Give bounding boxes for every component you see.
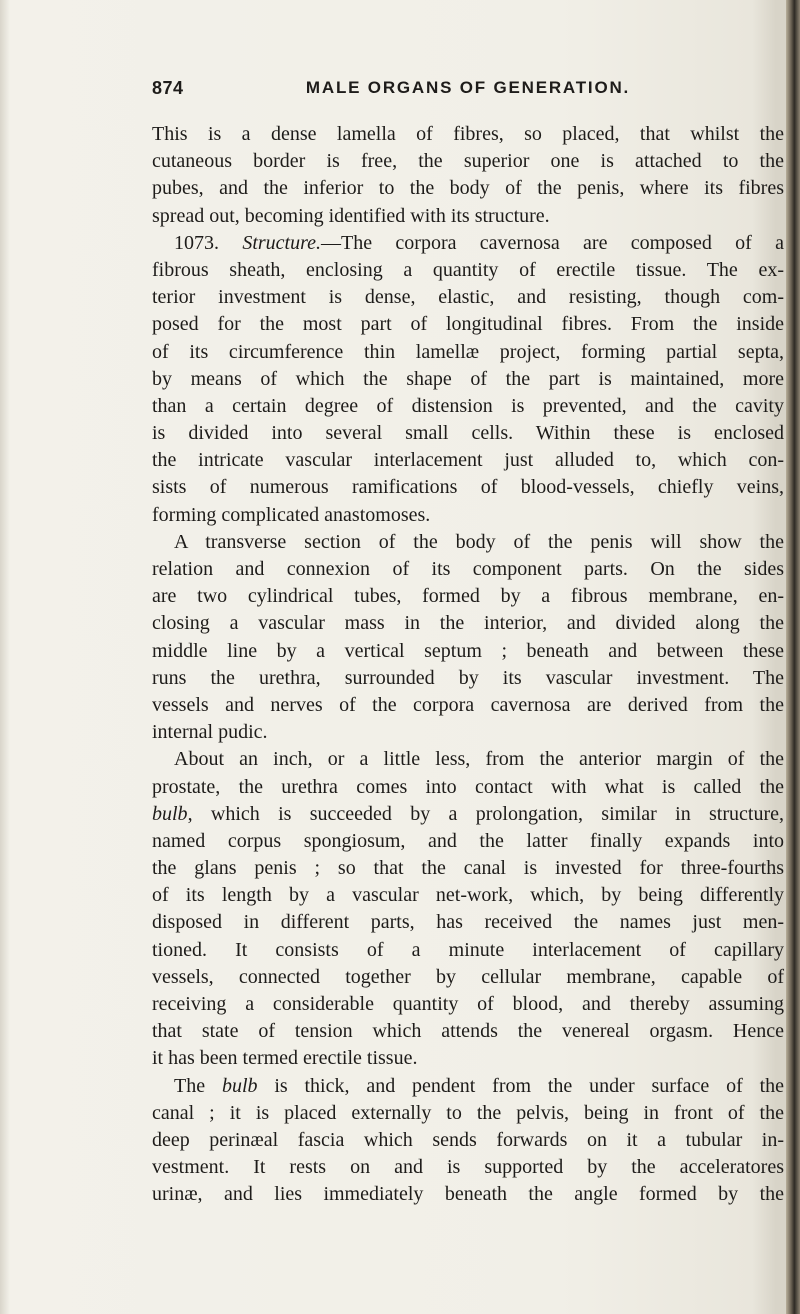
text-line: prostate, the urethra comes into contact with what is called the	[152, 775, 784, 798]
running-head: MALE ORGANS OF GENERATION.	[305, 78, 631, 97]
text-line: About an inch, or a little less, from the anterior margin of the	[174, 748, 784, 771]
text-line: are two cylindrical tubes, formed by a fibrous membrane, en-	[152, 585, 784, 608]
text-line: vessels and nerves of the corpora cavernosa are derived from the	[152, 693, 784, 716]
text-line: of its length by a vascular net-work, which, by being differently	[152, 884, 784, 907]
text-line: fibrous sheath, enclosing a quantity of erectile tissue. The ex-	[152, 258, 784, 281]
text-line: internal pudic.	[152, 721, 268, 744]
page-number: 874	[152, 78, 184, 98]
text-line: it has been termed erectile tissue.	[152, 1047, 418, 1070]
text-line: of its circumference thin lamellæ project, forming partial septa,	[152, 340, 784, 363]
text-line: 1073. Structure.—The corpora cavernosa are composed of a	[174, 231, 785, 254]
text-line: tioned. It consists of a minute interlacement of capillary	[152, 938, 784, 961]
text-line: canal ; it is placed externally to the pelvis, being in front of the	[152, 1101, 784, 1124]
italic-term: bulb	[152, 802, 188, 825]
italic-term: Structure.	[242, 231, 322, 254]
text-line: closing a vascular mass in the interior, and divided along the	[152, 612, 784, 635]
page-gutter-shadow	[0, 0, 10, 1314]
text-line: vessels, connected together by cellular membrane, capable of	[152, 965, 784, 988]
text-line: terior investment is dense, elastic, and resisting, though com-	[152, 286, 784, 309]
page-header	[152, 78, 784, 108]
text-line: sists of numerous ramifications of blood-vessels, chiefly veins,	[152, 476, 784, 499]
text-line: A transverse section of the body of the penis will show the	[174, 530, 784, 553]
text-line: pubes, and the inferior to the body of the penis, where its fibres	[152, 177, 784, 200]
text-line: urinæ, and lies immediately beneath the angle formed by the	[152, 1183, 784, 1206]
text-line: posed for the most part of longitudinal fibres. From the inside	[152, 313, 784, 336]
text-line: middle line by a vertical septum ; beneath and between these	[152, 639, 784, 662]
text-line: The bulb is thick, and pendent from the under surface of the	[174, 1074, 785, 1097]
text-line: runs the urethra, surrounded by its vascular investment. The	[152, 666, 784, 689]
text-line: spread out, becoming identified with its structure.	[152, 204, 550, 227]
text-line: This is a dense lamella of fibres, so placed, that whilst the	[152, 123, 784, 145]
text-line: relation and connexion of its component parts. On the sides	[152, 558, 784, 580]
body-text	[152, 121, 784, 1209]
text-line: named corpus spongiosum, and the latter finally expands into	[152, 829, 784, 852]
text-line: forming complicated anastomoses.	[152, 503, 431, 526]
text-line: than a certain degree of distension is prevented, and the cavity	[152, 394, 784, 417]
text-line: receiving a considerable quantity of blood, and thereby assuming	[152, 993, 784, 1015]
text-line: deep perinæal fascia which sends forwards on it a tubular in-	[152, 1128, 784, 1151]
text-line: the glans penis ; so that the canal is invested for three-fourths	[152, 857, 784, 880]
text-line: the intricate vascular interlacement just alluded to, which con-	[152, 449, 784, 472]
text-line: bulb, which is succeeded by a prolongation, similar in structure,	[152, 802, 784, 825]
page-edge-binding	[786, 0, 800, 1314]
text-line: that state of tension which attends the venereal orgasm. Hence	[152, 1020, 784, 1043]
text-line: is divided into several small cells. Within these is enclosed	[152, 422, 784, 445]
text-line: cutaneous border is free, the superior one is attached to the	[152, 150, 784, 173]
text-line: vestment. It rests on and is supported by the acceleratores	[152, 1156, 784, 1179]
text-line: disposed in different parts, has received the names just men-	[152, 911, 784, 934]
text-line: by means of which the shape of the part is maintained, more	[152, 367, 784, 390]
italic-term: bulb	[221, 1074, 258, 1097]
